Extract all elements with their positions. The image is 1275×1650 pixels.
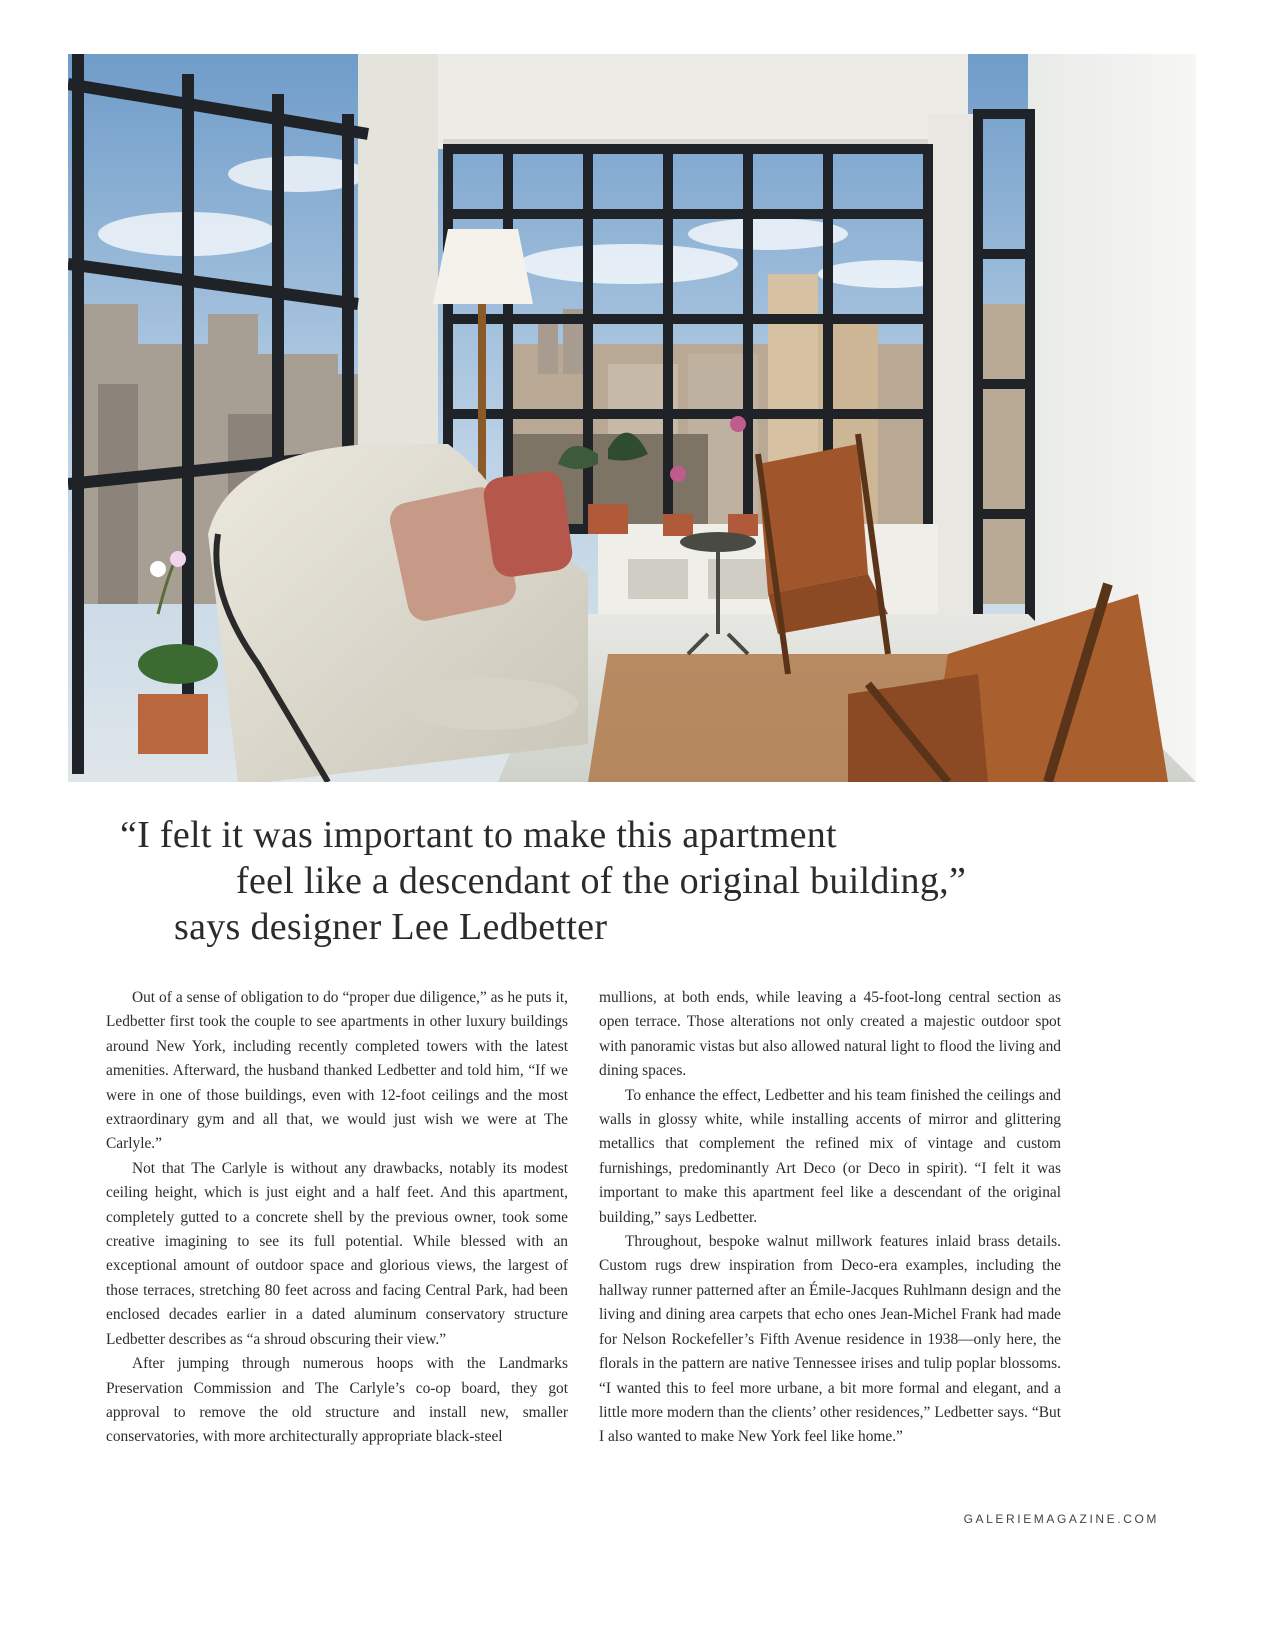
body-paragraph: Throughout, bespoke walnut millwork features inlaid brass details. Custom rugs drew inspiration from Deco-era examples, including the hallway runner patterned after an Émile-Jacques Ruhlmann design and the living and dining area carpets that echo ones Jean-Michel Frank had made for Nelson Rockefeller’s Fifth Avenue residence in 1938—only here, the florals in the pattern are native Tennessee irises and tulip poplar blossoms. “I wanted this to feel more urbane, a bit more formal and elegant, and a little more modern than the clients’ other residences,” Ledbetter says. “But I also wanted to make New York feel like home.”: [599, 1233, 1061, 1446]
footer-website: GALERIEMAGAZINE.COM: [963, 1512, 1159, 1526]
body-paragraph: mullions, at both ends, while leaving a 45-foot-long central section as open terrace. Those alterations not only created a majestic outdoor spot with panoramic vistas but also allowed natural light to flood the living and dining spaces.: [599, 989, 1061, 1080]
body-paragraph: After jumping through numerous hoops with the Landmarks Preservation Commission and The Carlyle’s co-op board, they got approval to remove the old structure and install new, smaller conservatories, with more architecturally appropriate black-steel: [106, 1355, 568, 1446]
conservatory-photo-illustration: [68, 54, 1196, 782]
hero-photo: [68, 54, 1196, 782]
body-paragraph: Not that The Carlyle is without any drawbacks, notably its modest ceiling height, which is just eight and a half feet. And this apartment, completely gutted to a concrete shell by the previous owner, took some creative imagining to see its full potential. While blessed with an exceptional amount of outdoor space and glorious views, the largest of those terraces, stretching 80 feet across and facing Central Park, had been enclosed decades earlier in a dated aluminum conservatory structure Ledbetter describes as “a shroud obscuring their view.”: [106, 1159, 568, 1348]
pull-quote-line-2: feel like a descendant of the original building,”: [236, 860, 967, 902]
pull-quote-attribution: says designer Lee Ledbetter: [174, 906, 608, 948]
body-column-left: [106, 986, 568, 1450]
body-paragraph: To enhance the effect, Ledbetter and his team finished the ceilings and walls in glossy white, while installing accents of mirror and glittering metallics that complement the refined mix of vintage and custom furnishings, predominantly Art Deco (or Deco in spirit). “I felt it was important to make this apartment feel like a descendant of the original building,” says Ledbetter.: [599, 1086, 1061, 1226]
body-paragraph: Out of a sense of obligation to do “proper due diligence,” as he puts it, Ledbetter first took the couple to see apartments in other luxury buildings around New York, including recently completed towers with the latest amenities. Afterward, the husband thanked Ledbetter and told him, “If we were in one of those buildings, even with 12-foot ceilings and the most extraordinary gym and all that, we would just wish we were at The Carlyle.”: [106, 989, 568, 1153]
body-column-right: [599, 986, 1061, 1450]
pull-quote-line-1: “I felt it was important to make this apartment: [120, 814, 837, 856]
